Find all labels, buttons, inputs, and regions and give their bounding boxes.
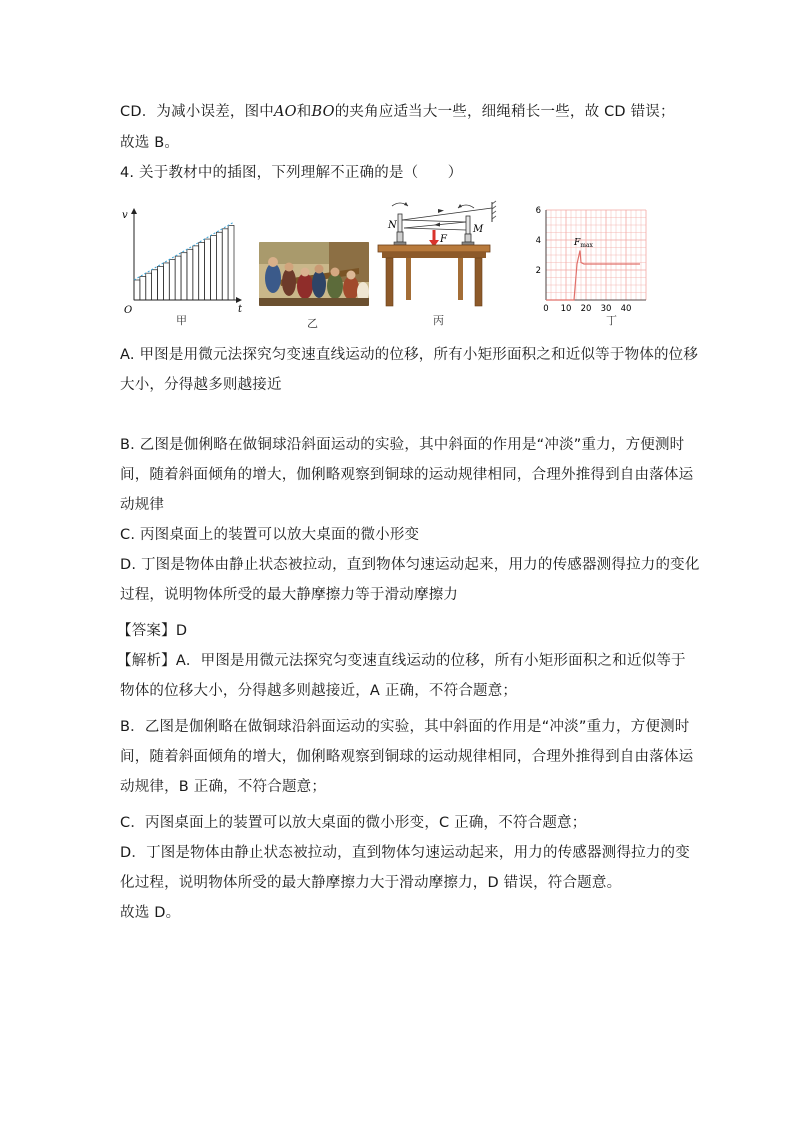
option-d-line1: D. 丁图是物体由静止状态被拉动，直到物体匀速运动起来，用力的传感器测得拉力的变化 xyxy=(120,557,700,573)
option-a-line1: A. 甲图是用微元法探究匀变速直线运动的位移，所有小矩形面积之和近似等于物体的位移 xyxy=(120,347,699,363)
jia-rectangle xyxy=(146,273,152,300)
ding-grid xyxy=(546,210,646,300)
jia-rectangle xyxy=(169,260,175,300)
bing-table-top xyxy=(378,245,490,252)
segment-bo: BO xyxy=(311,104,335,120)
figure-ding-chart xyxy=(520,200,670,336)
jia-rectangle xyxy=(228,225,234,300)
bing-m-label: M xyxy=(473,224,484,235)
text-cd-prefix: CD．为减小误差，图中 xyxy=(120,104,274,120)
ding-y-tick-label: 6 xyxy=(535,206,541,216)
jia-rectangle xyxy=(193,246,199,300)
analysis-a-text: A．甲图是用微元法探究匀变速直线运动的位移，所有小矩形面积之和近似等于 xyxy=(175,653,686,669)
analysis-label: 【解析】 xyxy=(117,653,176,669)
ding-x-tick-label: 10 xyxy=(560,304,572,314)
option-c: C. 丙图桌面上的装置可以放大桌面的微小形变 xyxy=(120,527,420,543)
figure-bing-table-mirrors xyxy=(374,200,504,336)
jia-rectangle xyxy=(158,266,164,300)
option-a-line2: 大小，分得越多则越接近 xyxy=(120,377,282,393)
ding-y-tick-label: 2 xyxy=(535,266,541,276)
bing-f-label: F xyxy=(440,234,447,245)
analysis-b-line2: 间，随着斜面倾角的增大，伽俐略观察到铜球的运动规律相同，合理外推得到自由落体运 xyxy=(120,749,694,765)
jia-rectangle xyxy=(210,236,216,300)
bing-caption: 丙 xyxy=(433,314,444,327)
bing-n-label: N xyxy=(388,220,397,231)
analysis-b-line1: B．乙图是伽俐略在做铜球沿斜面运动的实验，其中斜面的作用是“冲淡”重力，方便测时 xyxy=(120,719,690,735)
jia-rectangles xyxy=(134,225,234,300)
jia-rectangle xyxy=(216,232,222,300)
analysis-b-line3: 动规律，B 正确，不符合题意； xyxy=(120,779,327,795)
jia-rectangle xyxy=(134,280,140,300)
jia-rectangle xyxy=(163,263,169,300)
jia-dashed-line xyxy=(134,222,234,280)
ding-tick-labels xyxy=(536,206,632,314)
figures-row xyxy=(116,200,676,336)
text-choose-d: 故选 D。 xyxy=(120,905,181,921)
analysis-d-line2: 化过程，说明物体所受的最大静摩擦力大于滑动摩擦力，D 错误，符合题意。 xyxy=(120,875,622,891)
option-b-line1: B. 乙图是伽俐略在做铜球沿斜面运动的实验，其中斜面的作用是“冲淡”重力，方便测时 xyxy=(120,437,685,453)
ding-x-tick-label: 40 xyxy=(620,304,632,314)
jia-rectangle xyxy=(205,239,211,300)
text-cd-suffix: 的夹角应适当大一些，细绳稍长一些，故 CD 错误； xyxy=(334,104,675,120)
jia-t-arrow xyxy=(236,297,242,303)
analysis-d-line1: D．丁图是物体由静止状态被拉动，直到物体匀速运动起来，用力的传感器测得拉力的变 xyxy=(120,845,690,861)
yi-painting-illustration xyxy=(259,242,369,306)
option-b-line2: 间，随着斜面倾角的增大，伽俐略观察到铜球的运动规律相同，合理外推得到自由落体运 xyxy=(120,467,694,483)
jia-rectangle xyxy=(175,256,181,300)
figure-yi-painting xyxy=(259,242,369,306)
jia-rectangle xyxy=(187,249,193,300)
ding-x-tick-label: 0 xyxy=(543,304,549,314)
jia-origin-label: O xyxy=(124,305,133,316)
jia-rectangle xyxy=(199,242,205,300)
jia-rectangle xyxy=(152,270,158,300)
option-d-line2: 过程，说明物体所受的最大静摩擦力等于滑动摩擦力 xyxy=(120,587,459,603)
figure-jia-vt-graph xyxy=(116,200,246,336)
jia-v-label: v xyxy=(122,210,128,221)
ding-x-tick-label: 20 xyxy=(580,304,592,314)
ding-x-tick-label: 30 xyxy=(600,304,612,314)
text-choose-b: 故选 B。 xyxy=(120,135,180,151)
yi-caption: 乙 xyxy=(307,317,318,330)
text-cd-and: 和 xyxy=(296,104,312,120)
jia-rectangle xyxy=(181,253,187,300)
segment-ao: AO xyxy=(274,104,297,120)
question-4-stem: 4. 关于教材中的插图，下列理解不正确的是（ ） xyxy=(120,165,463,181)
answer-line xyxy=(117,621,187,641)
answer-value: D xyxy=(175,623,188,639)
ding-y-tick-label: 4 xyxy=(535,236,541,246)
jia-t-label: t xyxy=(238,304,243,315)
option-b-line3: 动规律 xyxy=(120,497,165,513)
text-line-cd xyxy=(120,102,675,122)
jia-rectangle xyxy=(222,229,228,300)
jia-caption: 甲 xyxy=(176,314,187,327)
answer-label: 【答案】 xyxy=(117,623,176,639)
analysis-c: C．丙图桌面上的装置可以放大桌面的微小形变，C 正确，不符合题意； xyxy=(120,815,587,831)
analysis-a-line1 xyxy=(117,651,686,671)
analysis-a-line2: 物体的位移大小，分得越多则越接近，A 正确，不符合题意； xyxy=(120,683,518,699)
jia-rectangle xyxy=(140,277,146,300)
ding-caption: 丁 xyxy=(606,314,617,327)
jia-v-arrow xyxy=(131,208,137,214)
ding-fmax-label: $F_{max}$ xyxy=(574,238,593,249)
